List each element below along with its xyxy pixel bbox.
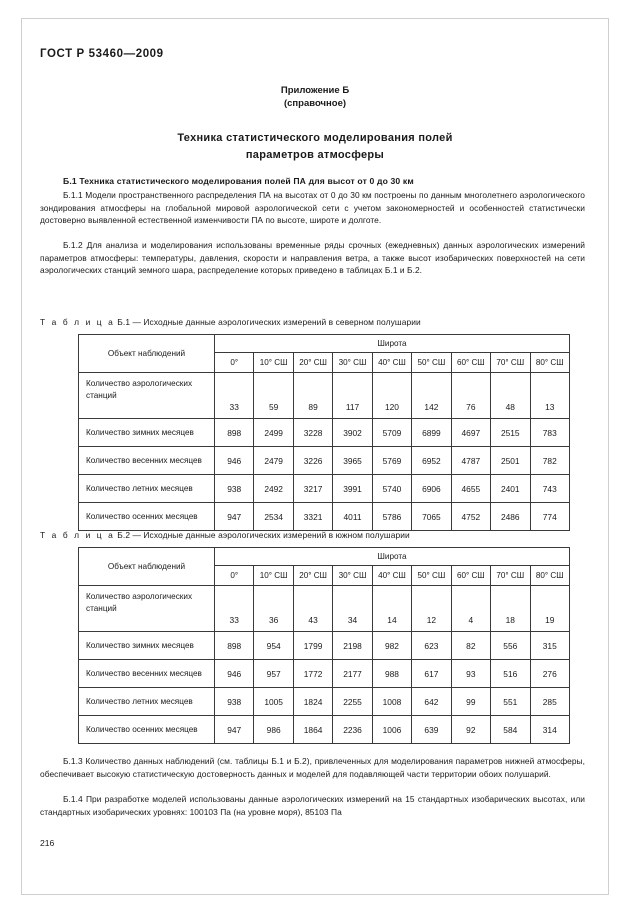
table1-caption <box>40 317 421 327</box>
page-title-line1: Техника статистического моделирования полей <box>177 132 453 144</box>
table2-row0-val5: 12 <box>412 586 451 632</box>
table2-row0-val6: 4 <box>451 586 490 632</box>
table1-row1-val7: 2515 <box>491 419 530 447</box>
table1-row0-val1: 59 <box>254 373 293 419</box>
table2-row2-val3: 2177 <box>333 660 372 688</box>
table2-row3-label: Количество летних месяцев <box>79 688 215 716</box>
table-row <box>79 419 570 447</box>
table2-row0-val2: 43 <box>293 586 332 632</box>
table-b1 <box>78 334 570 531</box>
table2-caption-label: Т а б л и ц а <box>40 530 115 540</box>
table2-row3-val2: 1824 <box>293 688 332 716</box>
table2-col-70: 70° СШ <box>491 566 530 586</box>
table2-col-50: 50° СШ <box>412 566 451 586</box>
table1-row1-val1: 2499 <box>254 419 293 447</box>
table1-header-group: Широта <box>215 335 570 353</box>
table1-row1-val8: 783 <box>530 419 570 447</box>
table1-row4-val2: 3321 <box>293 503 332 531</box>
table1-row0-val0: 33 <box>215 373 254 419</box>
table1-row2-val6: 4787 <box>451 447 490 475</box>
table1-row0-val3: 117 <box>333 373 372 419</box>
table2-row0-val1: 36 <box>254 586 293 632</box>
table1-row0-val7: 48 <box>491 373 530 419</box>
table2-row2-val1: 957 <box>254 660 293 688</box>
table1-col-40: 40° СШ <box>372 353 411 373</box>
paragraph-b112: Б.1.2 Для анализа и моделирования использованы временные ряды срочных (ежедневных) данных аэрологических измерений параметров атмосферы: температуры, давления, скорости и направления ветра, а также высот изобарических поверхностей на сети аэрологических станций земного шара, распределение которых приведено в таблицах Б.1 и Б.2. <box>40 240 585 276</box>
table2-col-60: 60° СШ <box>451 566 490 586</box>
table2-row4-label: Количество осенних месяцев <box>79 716 215 744</box>
table1-caption-number: Б.1 — <box>117 317 141 327</box>
table1-row4-val5: 7065 <box>412 503 451 531</box>
table2-row4-val3: 2236 <box>333 716 372 744</box>
paragraph-b114: Б.1.4 При разработке моделей использованы данные аэрологических измерений на 15 стандартных изобарических высотах, или стандартных изобарических уровнях: 100103 Па (на уровне моря), 85103 Па <box>40 794 585 817</box>
table1-row3-val4: 5740 <box>372 475 411 503</box>
table1-row1-val4: 5709 <box>372 419 411 447</box>
table2-row1-label: Количество зимних месяцев <box>79 632 215 660</box>
table1-row3-val0: 938 <box>215 475 254 503</box>
table1-row4-val7: 2486 <box>491 503 530 531</box>
table1-row1-val3: 3902 <box>333 419 372 447</box>
table-row <box>79 660 570 688</box>
table1-row4-val3: 4011 <box>333 503 372 531</box>
table1-row4-val8: 774 <box>530 503 570 531</box>
table-row <box>79 632 570 660</box>
table2-row3-val8: 285 <box>530 688 570 716</box>
table1-row2-val2: 3226 <box>293 447 332 475</box>
table2-row0-label: Количество аэрологических станций <box>79 586 215 632</box>
table2-row2-val4: 988 <box>372 660 411 688</box>
table2-row4-val6: 92 <box>451 716 490 744</box>
table1-row2-val4: 5769 <box>372 447 411 475</box>
table-row <box>79 503 570 531</box>
table2-row3-val3: 2255 <box>333 688 372 716</box>
table1-row2-val7: 2501 <box>491 447 530 475</box>
table1-row3-val7: 2401 <box>491 475 530 503</box>
table1-row0-val5: 142 <box>412 373 451 419</box>
table2-row3-val4: 1008 <box>372 688 411 716</box>
table-row <box>79 373 570 419</box>
table1-row3-label: Количество летних месяцев <box>79 475 215 503</box>
table2-row1-val0: 898 <box>215 632 254 660</box>
table2-row2-label: Количество весенних месяцев <box>79 660 215 688</box>
table1-row4-val0: 947 <box>215 503 254 531</box>
table1-col-30: 30° СШ <box>333 353 372 373</box>
table2-row3-val0: 938 <box>215 688 254 716</box>
table1-col-50: 50° СШ <box>412 353 451 373</box>
table1-row2-val3: 3965 <box>333 447 372 475</box>
table1-caption-label: Т а б л и ц а <box>40 317 115 327</box>
table1-row3-val5: 6906 <box>412 475 451 503</box>
table2-caption <box>40 530 410 540</box>
table1-row2-val1: 2479 <box>254 447 293 475</box>
table1-row0-val2: 89 <box>293 373 332 419</box>
table-b2 <box>78 547 570 744</box>
table2-row0-val3: 34 <box>333 586 372 632</box>
table2-row3-val6: 99 <box>451 688 490 716</box>
table1-row0-label: Количество аэрологических станций <box>79 373 215 419</box>
table2-header-object: Объект наблюдений <box>79 548 215 586</box>
table1-col-20: 20° СШ <box>293 353 332 373</box>
table2-row0-val0: 33 <box>215 586 254 632</box>
table2-row1-val7: 556 <box>491 632 530 660</box>
table-row <box>79 688 570 716</box>
table1-row4-val4: 5786 <box>372 503 411 531</box>
table1-row2-val8: 782 <box>530 447 570 475</box>
table2-row2-val2: 1772 <box>293 660 332 688</box>
table2-col-0: 0° <box>215 566 254 586</box>
table-row <box>79 586 570 632</box>
table2-row4-val0: 947 <box>215 716 254 744</box>
table2-row1-val5: 623 <box>412 632 451 660</box>
table1-row3-val2: 3217 <box>293 475 332 503</box>
table2-row4-val7: 584 <box>491 716 530 744</box>
table2-row1-val8: 315 <box>530 632 570 660</box>
table2-row4-val8: 314 <box>530 716 570 744</box>
table1-col-80: 80° СШ <box>530 353 570 373</box>
paragraph-b113: Б.1.3 Количество данных наблюдений (см. таблицы Б.1 и Б.2), привлеченных для моделирования параметров нижней атмосферы, обеспечивает высокую статистическую достоверность данных и моделей для подавляющей части территории обоих полушарий. <box>40 756 585 779</box>
annex-label: Приложение Б <box>280 85 350 96</box>
table1-row3-val3: 3991 <box>333 475 372 503</box>
table1-row2-val0: 946 <box>215 447 254 475</box>
table1-row3-val6: 4655 <box>451 475 490 503</box>
table-row <box>79 475 570 503</box>
table2-col-80: 80° СШ <box>530 566 570 586</box>
table2-row2-val7: 516 <box>491 660 530 688</box>
annex-heading <box>0 84 630 110</box>
table1-row1-val2: 3228 <box>293 419 332 447</box>
table2-row0-val4: 14 <box>372 586 411 632</box>
table1-row1-val5: 6899 <box>412 419 451 447</box>
table1-row4-val1: 2534 <box>254 503 293 531</box>
table2-row2-val6: 93 <box>451 660 490 688</box>
table1-row3-val8: 743 <box>530 475 570 503</box>
table1-row1-val0: 898 <box>215 419 254 447</box>
table-row <box>79 447 570 475</box>
table2-row4-val5: 639 <box>412 716 451 744</box>
table2-row1-val4: 982 <box>372 632 411 660</box>
table2-row3-val5: 642 <box>412 688 451 716</box>
standard-header: ГОСТ Р 53460—2009 <box>40 48 164 60</box>
table2-row0-val8: 19 <box>530 586 570 632</box>
table2-row0-val7: 18 <box>491 586 530 632</box>
table1-row4-label: Количество осенних месяцев <box>79 503 215 531</box>
table2-row2-val0: 946 <box>215 660 254 688</box>
table1-caption-text: Исходные данные аэрологических измерений в северном полушарии <box>143 317 421 327</box>
table2-row1-val2: 1799 <box>293 632 332 660</box>
table1-col-60: 60° СШ <box>451 353 490 373</box>
table1-col-0: 0° <box>215 353 254 373</box>
table2-col-30: 30° СШ <box>333 566 372 586</box>
paragraph-b111: Б.1.1 Модели пространственного распределения ПА на высотах от 0 до 30 км построены по данным многолетнего аэрологического зондирования атмосферы на глобальной мировой аэрологической сети с учетом закономерностей и особенностей статистически достоверно выявленной естественной изменчивости ПА по высоте, широте и долготе. <box>40 190 585 226</box>
table1-row1-val6: 4697 <box>451 419 490 447</box>
table1-header-object: Объект наблюдений <box>79 335 215 373</box>
annex-kind: (справочное) <box>283 98 347 109</box>
table2-row3-val1: 1005 <box>254 688 293 716</box>
table2-caption-number: Б.2 — <box>117 530 141 540</box>
table2-row1-val6: 82 <box>451 632 490 660</box>
table1-row1-label: Количество зимних месяцев <box>79 419 215 447</box>
table2-header-group: Широта <box>215 548 570 566</box>
table1-row2-label: Количество весенних месяцев <box>79 447 215 475</box>
table2-col-20: 20° СШ <box>293 566 332 586</box>
table1-col-10: 10° СШ <box>254 353 293 373</box>
table1-col-70: 70° СШ <box>491 353 530 373</box>
page-title <box>0 130 630 164</box>
table2-row1-val3: 2198 <box>333 632 372 660</box>
table2-col-10: 10° СШ <box>254 566 293 586</box>
table2-row4-val1: 986 <box>254 716 293 744</box>
table2-row4-val4: 1006 <box>372 716 411 744</box>
table2-row2-val5: 617 <box>412 660 451 688</box>
table1-row0-val8: 13 <box>530 373 570 419</box>
section-heading: Б.1 Техника статистического моделирования полей ПА для высот от 0 до 30 км <box>63 176 414 186</box>
page-title-line2: параметров атмосферы <box>245 149 385 161</box>
table2-col-40: 40° СШ <box>372 566 411 586</box>
table2-row2-val8: 276 <box>530 660 570 688</box>
table2-row1-val1: 954 <box>254 632 293 660</box>
table1-row3-val1: 2492 <box>254 475 293 503</box>
table1-row4-val6: 4752 <box>451 503 490 531</box>
table-row <box>79 716 570 744</box>
table1-row0-val4: 120 <box>372 373 411 419</box>
table2-row4-val2: 1864 <box>293 716 332 744</box>
table2-row3-val7: 551 <box>491 688 530 716</box>
table2-caption-text: Исходные данные аэрологических измерений в южном полушарии <box>143 530 410 540</box>
page-number: 216 <box>40 838 55 848</box>
table1-row2-val5: 6952 <box>412 447 451 475</box>
table1-row0-val6: 76 <box>451 373 490 419</box>
